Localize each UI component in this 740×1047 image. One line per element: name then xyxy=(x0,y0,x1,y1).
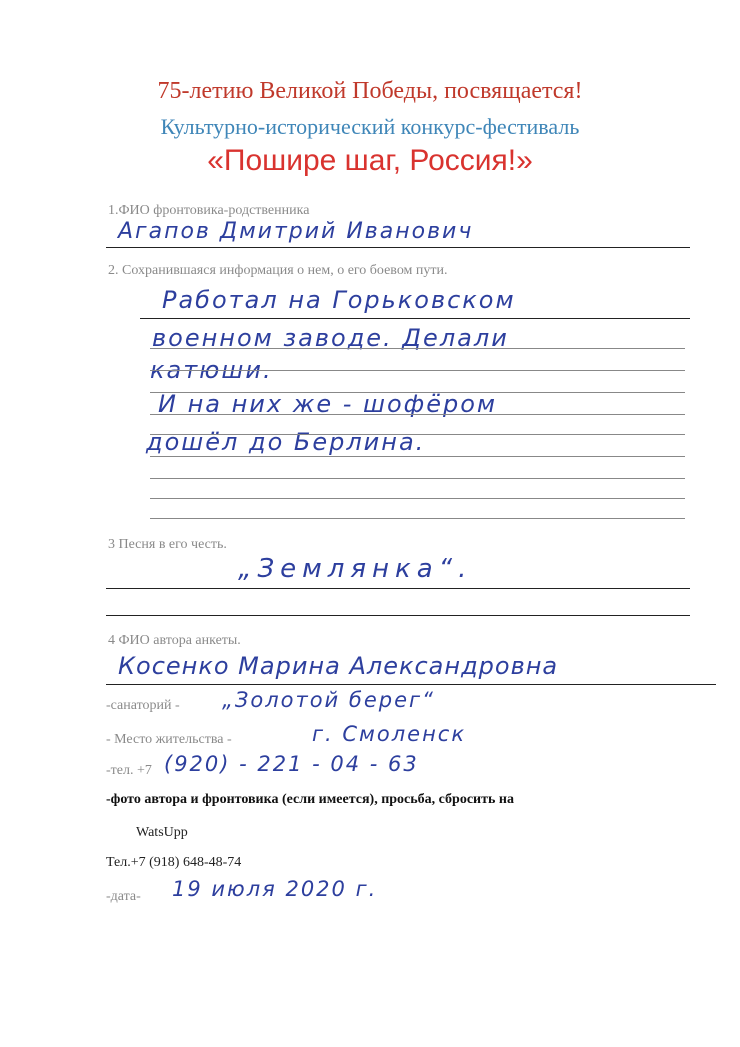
q2-answer-line-1: Работал на Горьковском xyxy=(162,286,516,314)
q2-line-9 xyxy=(150,498,685,499)
q2-line-5 xyxy=(150,414,685,415)
q2-answer-line-5: дошёл до Берлина. xyxy=(146,428,426,456)
q1-answer: Агапов Дмитрий Иванович xyxy=(118,219,474,244)
q4-answer: Косенко Марина Александровна xyxy=(118,652,559,680)
q3-label: 3 Песня в его честь. xyxy=(108,537,227,552)
q1-underline xyxy=(106,247,690,248)
header-festival-title: «Пошире шаг, Россия!» xyxy=(207,144,533,177)
watsapp-label: WatsUpp xyxy=(136,825,188,840)
header-contest: Культурно-исторический конкурс-фестиваль xyxy=(160,114,580,139)
q2-line-7 xyxy=(150,456,685,457)
q2-answer-line-4: И на них же - шофёром xyxy=(158,390,497,418)
q3-answer: „Землянка“. xyxy=(238,554,473,584)
residence-label: - Место жительства - xyxy=(106,732,232,747)
q2-line-6 xyxy=(150,434,685,435)
q2-label: 2. Сохранившаяся информация о нем, о его боевом пути. xyxy=(108,263,448,278)
sanatorium-label: -санаторий - xyxy=(106,698,180,713)
phone-answer: (920) - 221 - 04 - 63 xyxy=(164,752,419,776)
q2-line-8 xyxy=(150,478,685,479)
date-label: -дата- xyxy=(106,889,141,904)
contact-phone: Тел.+7 (918) 648-48-74 xyxy=(106,855,242,870)
q4-label: 4 ФИО автора анкеты. xyxy=(108,633,241,648)
q3-line-2 xyxy=(106,615,690,616)
date-answer: 19 июля 2020 г. xyxy=(172,877,378,901)
phone-label: -тел. +7 xyxy=(106,763,152,778)
q2-answer-line-2: военном заводе. Делали xyxy=(152,324,509,352)
q2-line-3 xyxy=(150,370,685,371)
q2-line-10 xyxy=(150,518,685,519)
residence-answer: г. Смоленск xyxy=(312,722,467,746)
q2-line-2 xyxy=(150,348,685,349)
q4-underline xyxy=(106,684,716,685)
sanatorium-answer: „Золотой берег“ xyxy=(222,688,435,712)
q3-line-1 xyxy=(106,588,690,589)
q2-answer-line-3: катюши. xyxy=(150,356,273,384)
photo-request-note: -фото автора и фронтовика (если имеется), просьба, сбросить на xyxy=(106,792,514,807)
q2-line-4 xyxy=(150,392,685,393)
q1-label: 1.ФИО фронтовика-родственника xyxy=(108,203,310,218)
header-dedication: 75-летию Великой Победы, посвящается! xyxy=(157,78,583,104)
q2-line-1 xyxy=(140,318,690,319)
